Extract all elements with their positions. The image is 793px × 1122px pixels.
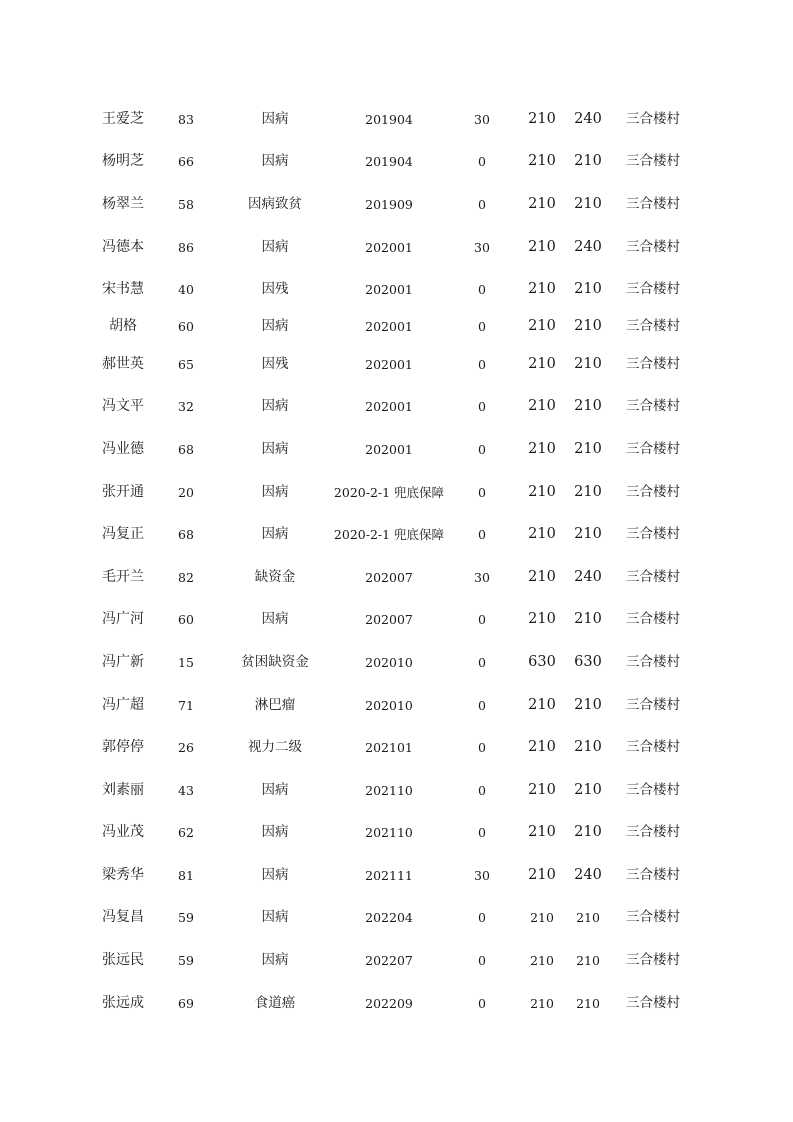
enrollment-date: 202101: [365, 740, 413, 756]
recipient-name: 冯广河: [102, 611, 144, 628]
total-amount: 210: [574, 281, 602, 298]
recipient-age: 59: [178, 953, 194, 969]
poverty-reason: 因病致贫: [248, 195, 302, 212]
base-amount: 210: [528, 824, 556, 841]
poverty-reason: 因残: [261, 281, 289, 298]
village-name: 三合楼村: [626, 355, 680, 372]
village-name: 三合楼村: [626, 568, 680, 585]
recipient-name: 杨明芝: [102, 153, 144, 170]
base-amount: 210: [528, 195, 556, 212]
supplement-amount: 0: [478, 356, 486, 372]
recipient-name: 冯复昌: [102, 909, 144, 926]
supplement-amount: 0: [478, 319, 486, 335]
recipient-age: 68: [178, 441, 194, 457]
enrollment-date: 202110: [365, 825, 413, 841]
enrollment-date: 2020-2-1 兜底保障: [333, 484, 445, 500]
total-amount: 210: [574, 526, 602, 543]
supplement-amount: 0: [478, 441, 486, 457]
table-row: [0, 343, 793, 386]
supplement-amount: 0: [478, 484, 486, 500]
village-name: 三合楼村: [626, 153, 680, 170]
table-row: [0, 268, 793, 311]
enrollment-date: 202001: [365, 282, 413, 298]
table-row: [0, 513, 793, 556]
supplement-amount: 0: [478, 282, 486, 298]
total-amount: 210: [574, 318, 602, 335]
recipient-name: 胡格: [109, 318, 137, 335]
table-row: [0, 141, 793, 184]
total-amount: 210: [574, 355, 602, 372]
table-row: [0, 982, 793, 1025]
recipient-age: 32: [178, 399, 194, 415]
village-name: 三合楼村: [626, 739, 680, 756]
base-amount: 210: [528, 153, 556, 170]
table-row: [0, 641, 793, 684]
table-row: [0, 98, 793, 141]
village-name: 三合楼村: [626, 318, 680, 335]
recipient-age: 58: [178, 196, 194, 212]
poverty-reason: 贫困缺资金: [241, 653, 309, 670]
base-amount: 210: [528, 238, 556, 255]
supplement-amount: 0: [478, 995, 486, 1011]
enrollment-date: 202001: [365, 239, 413, 255]
base-amount: 210: [528, 110, 556, 127]
total-amount: 630: [574, 653, 602, 670]
village-name: 三合楼村: [626, 238, 680, 255]
village-name: 三合楼村: [626, 952, 680, 969]
table-row: [0, 684, 793, 727]
poverty-reason: 因病: [261, 318, 289, 335]
village-name: 三合楼村: [626, 110, 680, 127]
base-amount: 210: [530, 995, 554, 1011]
base-amount: 210: [528, 398, 556, 415]
village-name: 三合楼村: [626, 195, 680, 212]
total-amount: 240: [574, 238, 602, 255]
poverty-reason: 因病: [261, 483, 289, 500]
recipient-name: 郭停停: [102, 739, 144, 756]
village-name: 三合楼村: [626, 440, 680, 457]
recipient-name: 毛开兰: [102, 568, 144, 585]
supplement-amount: 0: [478, 527, 486, 543]
supplement-amount: 0: [478, 740, 486, 756]
total-amount: 210: [574, 696, 602, 713]
table-row: [0, 939, 793, 982]
poverty-reason: 因病: [261, 526, 289, 543]
table-row: [0, 428, 793, 471]
village-name: 三合楼村: [626, 824, 680, 841]
poverty-reason: 因病: [261, 909, 289, 926]
total-amount: 210: [576, 995, 600, 1011]
supplement-amount: 0: [478, 654, 486, 670]
supplement-amount: 0: [478, 782, 486, 798]
base-amount: 210: [528, 355, 556, 372]
base-amount: 210: [530, 953, 554, 969]
recipient-name: 冯广新: [102, 653, 144, 670]
total-amount: 210: [574, 398, 602, 415]
recipient-name: 刘素丽: [102, 781, 144, 798]
total-amount: 210: [574, 440, 602, 457]
table-row: [0, 386, 793, 429]
table-row: [0, 556, 793, 599]
poverty-reason: 缺资金: [254, 568, 296, 585]
total-amount: 210: [574, 195, 602, 212]
base-amount: 210: [528, 281, 556, 298]
supplement-amount: 0: [478, 399, 486, 415]
base-amount: 210: [530, 910, 554, 926]
total-amount: 210: [574, 611, 602, 628]
village-name: 三合楼村: [626, 483, 680, 500]
table-row: [0, 769, 793, 812]
base-amount: 630: [528, 653, 556, 670]
recipient-age: 59: [178, 910, 194, 926]
enrollment-date: 201904: [365, 154, 413, 170]
total-amount: 240: [574, 866, 602, 883]
recipient-name: 冯复正: [102, 526, 144, 543]
enrollment-date: 202001: [365, 356, 413, 372]
base-amount: 210: [528, 611, 556, 628]
supplement-amount: 0: [478, 196, 486, 212]
village-name: 三合楼村: [626, 611, 680, 628]
village-name: 三合楼村: [626, 909, 680, 926]
total-amount: 210: [576, 953, 600, 969]
recipient-name: 冯业茂: [102, 824, 144, 841]
poverty-reason: 视力二级: [248, 739, 302, 756]
recipient-age: 20: [178, 484, 194, 500]
enrollment-date: 202110: [365, 782, 413, 798]
recipient-name: 张远成: [102, 994, 144, 1011]
total-amount: 240: [574, 568, 602, 585]
recipient-name: 王爱芝: [102, 110, 144, 127]
recipient-name: 冯德本: [102, 238, 144, 255]
supplement-amount: 0: [478, 825, 486, 841]
poverty-reason: 因病: [261, 611, 289, 628]
table-row: [0, 471, 793, 514]
recipient-name: 张远民: [102, 952, 144, 969]
recipient-age: 68: [178, 527, 194, 543]
base-amount: 210: [528, 866, 556, 883]
total-amount: 210: [574, 153, 602, 170]
enrollment-date: 202204: [365, 910, 413, 926]
base-amount: 210: [528, 568, 556, 585]
village-name: 三合楼村: [626, 781, 680, 798]
recipient-age: 40: [178, 282, 194, 298]
recipient-name: 梁秀华: [102, 866, 144, 883]
enrollment-date: 202007: [365, 612, 413, 628]
recipient-name: 郝世英: [102, 355, 144, 372]
base-amount: 210: [528, 739, 556, 756]
table-row: [0, 183, 793, 226]
supplement-amount: 30: [474, 569, 490, 585]
enrollment-date: 202010: [365, 697, 413, 713]
village-name: 三合楼村: [626, 281, 680, 298]
total-amount: 210: [574, 483, 602, 500]
table-row: [0, 854, 793, 897]
poverty-reason: 因病: [261, 398, 289, 415]
supplement-amount: 0: [478, 154, 486, 170]
poverty-reason: 因病: [261, 824, 289, 841]
recipient-name: 冯业德: [102, 440, 144, 457]
supplement-amount: 0: [478, 612, 486, 628]
recipient-age: 66: [178, 154, 194, 170]
recipient-name: 张开通: [102, 483, 144, 500]
recipient-name: 宋书慧: [102, 281, 144, 298]
recipient-age: 81: [178, 867, 194, 883]
village-name: 三合楼村: [626, 653, 680, 670]
table-row: [0, 599, 793, 642]
poverty-reason: 因病: [261, 952, 289, 969]
enrollment-date: 202001: [365, 319, 413, 335]
enrollment-date: 2020-2-1 兜底保障: [333, 527, 445, 543]
supplement-amount: 30: [474, 111, 490, 127]
recipient-age: 69: [178, 995, 194, 1011]
base-amount: 210: [528, 526, 556, 543]
poverty-reason: 因残: [261, 355, 289, 372]
enrollment-date: 202207: [365, 953, 413, 969]
recipient-age: 83: [178, 111, 194, 127]
recipient-age: 65: [178, 356, 194, 372]
supplement-amount: 0: [478, 697, 486, 713]
recipient-name: 杨翠兰: [102, 195, 144, 212]
supplement-amount: 0: [478, 910, 486, 926]
table-row: [0, 226, 793, 269]
total-amount: 210: [576, 910, 600, 926]
enrollment-date: 202209: [365, 995, 413, 1011]
village-name: 三合楼村: [626, 526, 680, 543]
recipient-name: 冯文平: [102, 398, 144, 415]
total-amount: 210: [574, 739, 602, 756]
recipient-age: 60: [178, 612, 194, 628]
poverty-reason: 因病: [261, 110, 289, 127]
supplement-amount: 30: [474, 239, 490, 255]
recipient-age: 26: [178, 740, 194, 756]
enrollment-date: 202111: [365, 867, 413, 883]
poverty-reason: 因病: [261, 153, 289, 170]
village-name: 三合楼村: [626, 866, 680, 883]
enrollment-date: 201904: [365, 111, 413, 127]
recipient-age: 15: [178, 654, 194, 670]
village-name: 三合楼村: [626, 696, 680, 713]
base-amount: 210: [528, 318, 556, 335]
poverty-reason: 因病: [261, 866, 289, 883]
enrollment-date: 202007: [365, 569, 413, 585]
base-amount: 210: [528, 696, 556, 713]
recipient-name: 冯广超: [102, 696, 144, 713]
supplement-amount: 30: [474, 867, 490, 883]
recipient-age: 86: [178, 239, 194, 255]
table-row: [0, 897, 793, 940]
recipient-age: 43: [178, 782, 194, 798]
poverty-reason: 食道癌: [254, 994, 296, 1011]
enrollment-date: 202001: [365, 441, 413, 457]
enrollment-date: 201909: [365, 196, 413, 212]
poverty-reason: 因病: [261, 238, 289, 255]
poverty-reason: 因病: [261, 440, 289, 457]
benefit-roster-table: [0, 98, 793, 1024]
poverty-reason: 淋巴瘤: [254, 696, 296, 713]
enrollment-date: 202010: [365, 654, 413, 670]
table-row: [0, 311, 793, 343]
total-amount: 210: [574, 824, 602, 841]
poverty-reason: 因病: [261, 781, 289, 798]
supplement-amount: 0: [478, 953, 486, 969]
base-amount: 210: [528, 483, 556, 500]
base-amount: 210: [528, 440, 556, 457]
village-name: 三合楼村: [626, 398, 680, 415]
village-name: 三合楼村: [626, 994, 680, 1011]
recipient-age: 71: [178, 697, 194, 713]
table-row: [0, 726, 793, 769]
recipient-age: 82: [178, 569, 194, 585]
table-row: [0, 812, 793, 855]
total-amount: 210: [574, 781, 602, 798]
recipient-age: 60: [178, 319, 194, 335]
recipient-age: 62: [178, 825, 194, 841]
enrollment-date: 202001: [365, 399, 413, 415]
total-amount: 240: [574, 110, 602, 127]
base-amount: 210: [528, 781, 556, 798]
